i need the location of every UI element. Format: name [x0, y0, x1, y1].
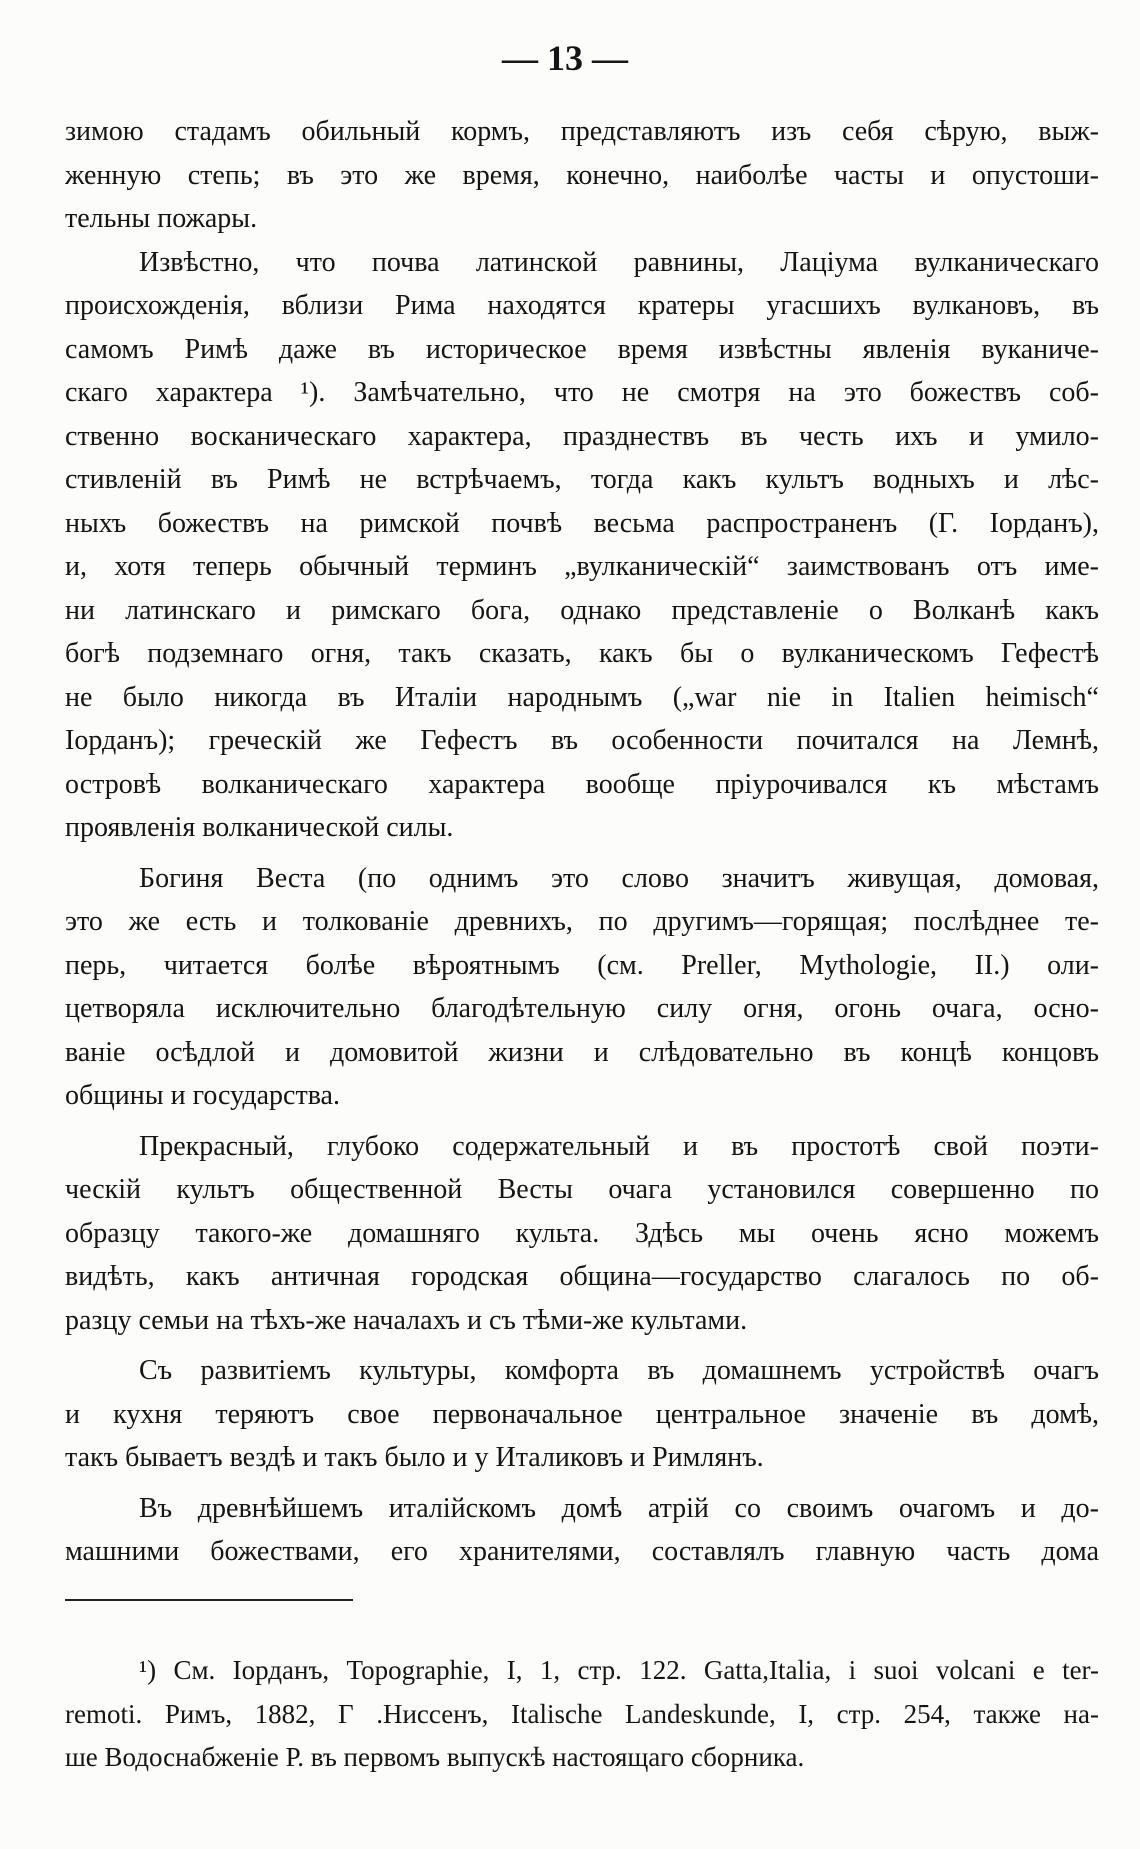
text-line: Извѣстно, что почва латинской равнины, Лаціума вулканическаго [139, 246, 1099, 278]
text-line: Прекрасный, глубоко содержательный и въ простотѣ свой поэти- [139, 1130, 1099, 1162]
footnote-divider [65, 1599, 353, 1601]
text-line: ныхъ божествъ на римской почвѣ весьма распространенъ (Г. Іорданъ), [65, 507, 1099, 539]
paragraph [65, 1349, 1099, 1480]
text-line: проявленія волканической силы. [65, 812, 454, 843]
text-line: островѣ волканическаго характера вообще пріурочивался къ мѣстамъ [65, 768, 1099, 800]
text-line: ственно восканическаго характера, празднествъ въ честь ихъ и умило- [65, 420, 1099, 452]
main-text [65, 110, 1099, 1574]
text-line: ваніе осѣдлой и домовитой жизни и слѣдовательно въ концѣ концовъ [65, 1036, 1099, 1068]
text-line: самомъ Римѣ даже въ историческое время извѣстны явленія вуканиче- [65, 333, 1099, 365]
text-line: перь, читается болѣе вѣроятнымъ (см. Preller, Mythologie, II.) оли- [65, 949, 1099, 981]
paragraph [65, 241, 1099, 850]
text-line: разцу семьи на тѣхъ-же началахъ и съ тѣми-же культами. [65, 1304, 748, 1336]
paragraph [65, 1125, 1099, 1343]
text-line: такъ бываетъ вездѣ и такъ было и у Италиковъ и Римлянъ. [65, 1442, 764, 1473]
text-line: видѣть, какъ античная городская община—государство слагалось по об- [65, 1261, 1099, 1292]
text-line: образцу такого-же домашняго культа. Здѣсь мы очень ясно можемъ [65, 1217, 1099, 1249]
paragraph [65, 857, 1099, 1118]
text-line: зимою стадамъ обильный кормъ, представляютъ изъ себя сѣрую, выж- [65, 116, 1099, 147]
page-number: — 13 — [502, 38, 628, 78]
text-line: богѣ подземнаго огня, такъ сказать, какъ бы о вулканическомъ Гефестѣ [65, 638, 1099, 669]
footnote-line: ше Водоснабженіе Р. въ первомъ выпускѣ настоящаго сборника. [65, 1742, 805, 1772]
text-line: Іорданъ); греческій же Гефестъ въ особенности почитался на Лемнѣ, [65, 725, 1099, 756]
footnote [65, 1649, 1099, 1780]
text-line: ческій культъ общественной Весты очага установился совершенно по [65, 1174, 1099, 1205]
paragraph [65, 110, 1099, 241]
text-line: Въ древнѣйшемъ италійскомъ домѣ атрій со своимъ очагомъ и до- [139, 1492, 1099, 1524]
footnote-line: remoti. Римъ, 1882, Г .Ниссенъ, Italische Landeskunde, I, стр. 254, также на- [65, 1698, 1099, 1729]
text-line: общины и государства. [65, 1080, 340, 1111]
text-line: это же есть и толкованіе древнихъ, по другимъ—горящая; послѣднее те- [65, 906, 1099, 937]
text-line: не было никогда въ Италіи народнымъ („war nie in Italien heimisch“ [65, 681, 1099, 713]
text-line: Съ развитіемъ культуры, комфорта въ домашнемъ устройствѣ очагъ [139, 1355, 1099, 1386]
text-line: женную степь; въ это же время, конечно, наиболѣе часты и опустоши- [65, 159, 1099, 191]
text-line: машними божествами, его хранителями, составлялъ главную часть дома [65, 1536, 1099, 1567]
text-line: Богиня Веста (по однимъ это слово значитъ живущая, домовая, [139, 862, 1099, 894]
text-line: происхожденія, вблизи Рима находятся кратеры угасшихъ вулкановъ, въ [65, 290, 1099, 321]
text-line: стивленій въ Римѣ не встрѣчаемъ, тогда какъ культъ водныхъ и лѣс- [65, 464, 1099, 495]
text-line: тельны пожары. [65, 203, 258, 234]
text-line: скаго характера ¹). Замѣчательно, что не смотря на это божествъ соб- [65, 377, 1099, 408]
footnote-line: ¹) См. Іорданъ, Topographie, I, 1, стр. 122. Gatta,Italia, i suoi volcani e ter- [139, 1655, 1099, 1685]
paragraph [65, 1487, 1099, 1574]
text-line: цетворяла исключительно благодѣтельную силу огня, огонь очага, осно- [65, 993, 1099, 1024]
text-line: и кухня теряютъ свое первоначальное центральное значеніе въ домѣ, [65, 1398, 1099, 1430]
text-line: и, хотя теперь обычный терминъ „вулканическій“ заимствованъ отъ име- [65, 551, 1099, 582]
text-line: ни латинскаго и римскаго бога, однако представленіе о Волканѣ какъ [65, 594, 1099, 626]
